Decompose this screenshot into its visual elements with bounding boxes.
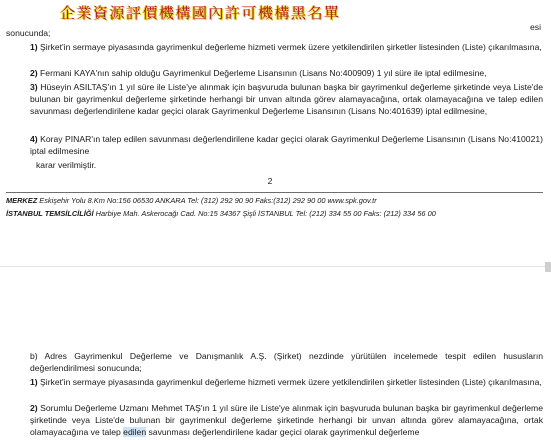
footer-istanbul [6, 209, 436, 218]
item-number: 1) [30, 42, 38, 52]
footer-text: Eskişehir Yolu 8.Km No:156 06530 ANKARA Tel: (312) 292 90 90 Faks:(312) 292 90 00 www.spk.gov.tr [39, 196, 377, 205]
item-text: Şirket'in sermaye piyasasında gayrimenkul değerleme hizmeti vermek üzere yetkilendirilen şirketler listesinden (Liste) çıkarılmasına, [40, 377, 542, 387]
item-number: 1) [30, 377, 38, 387]
truncated-word: esi [530, 22, 541, 32]
section-a-item-4 [6, 133, 543, 157]
scrollbar-thumb[interactable] [545, 262, 551, 272]
item-text: Şirket'in sermaye piyasasında gayrimenkul değerleme hizmeti vermek üzere yetkilendirilen şirketler listesinden (Liste) çıkarılmasına, [40, 42, 542, 52]
item-text: Hüseyin ASILTAŞ'ın 1 yıl süre ile Liste'ye alınmak için başvuruda bulunan başka bir gayrimenkul değerleme şirketinde veya Liste'de bulunan bir gayrimenkul değerleme şirketinde herhangi bir unvan altında görev alamayacağına, ortak olamayacağına ve talep edilen savunması değerlendirilene kadar geçici olarak Gayrimenkul Değerleme Lisansının (Lisans No:401639) iptal edilmesine, [30, 82, 543, 117]
section-b-intro: b) Adres Gayrimenkul Değerleme ve Danışmanlık A.Ş. (Şirket) nezdinde yürütülen incelemede tespit edilen hususların değerlendirilmesi sonucunda; [30, 351, 543, 374]
item-number: 4) [30, 134, 38, 144]
footer-merkez [6, 196, 377, 205]
highlighted-word: edilen [123, 427, 147, 438]
section-a-item-3 [6, 81, 543, 118]
overlay-banner: 企業資源評價機構國內許可機構黑名單 [60, 4, 341, 22]
item-number: 3) [30, 82, 38, 92]
section-a-item-1 [6, 41, 543, 53]
footer-text: Harbiye Mah. Askerocağı Cad. No:15 34367 Şişli İSTANBUL Tel: (212) 334 55 00 Faks: (212) 334 56 00 [95, 209, 436, 218]
item-text: Koray PINAR'ın talep edilen savunması değerlendirilene kadar geçici olarak Gayrimenkul Değerleme Lisansının (Lisans No:410021) iptal edilmesine [30, 134, 544, 157]
section-b-item-2 [6, 402, 543, 439]
page-separator [0, 266, 551, 267]
item-text-cont: savunması değerlendirilene kadar geçici olarak gayrimenkul değerleme [146, 427, 420, 438]
footer-label: İSTANBUL TEMSİLCİLİĞİ [6, 209, 94, 218]
footer-divider [6, 192, 543, 193]
item-number: 2) [30, 403, 38, 413]
footer-label: MERKEZ [6, 196, 38, 205]
section-a-item-2 [6, 67, 543, 79]
item-text: Sorumlu Değerleme Uzmanı Mehmet TAŞ'ın 1 yıl süre ile Liste'ye alınmak için başvuruda bulunan başka bir gayrimenkul değerleme şirketinde veya Liste'de bulunan bir gayrimenkul değerleme şirketinde herhangi bir unvan altında görev alamayacağına, ortak olamayacağına ve talep [30, 403, 543, 438]
item-number: 2) [30, 68, 38, 78]
section-b-item-1 [6, 376, 543, 388]
page-number: 2 [267, 176, 273, 186]
item-text: Fermani KAYA'nın sahip olduğu Gayrimenkul Değerleme Lisansının (Lisans No:400909) 1 yıl süre ile iptal edilmesine, [40, 68, 487, 78]
section-a-intro-end: sonucunda; [6, 28, 51, 38]
closing-line: karar verilmiştir. [36, 160, 97, 170]
